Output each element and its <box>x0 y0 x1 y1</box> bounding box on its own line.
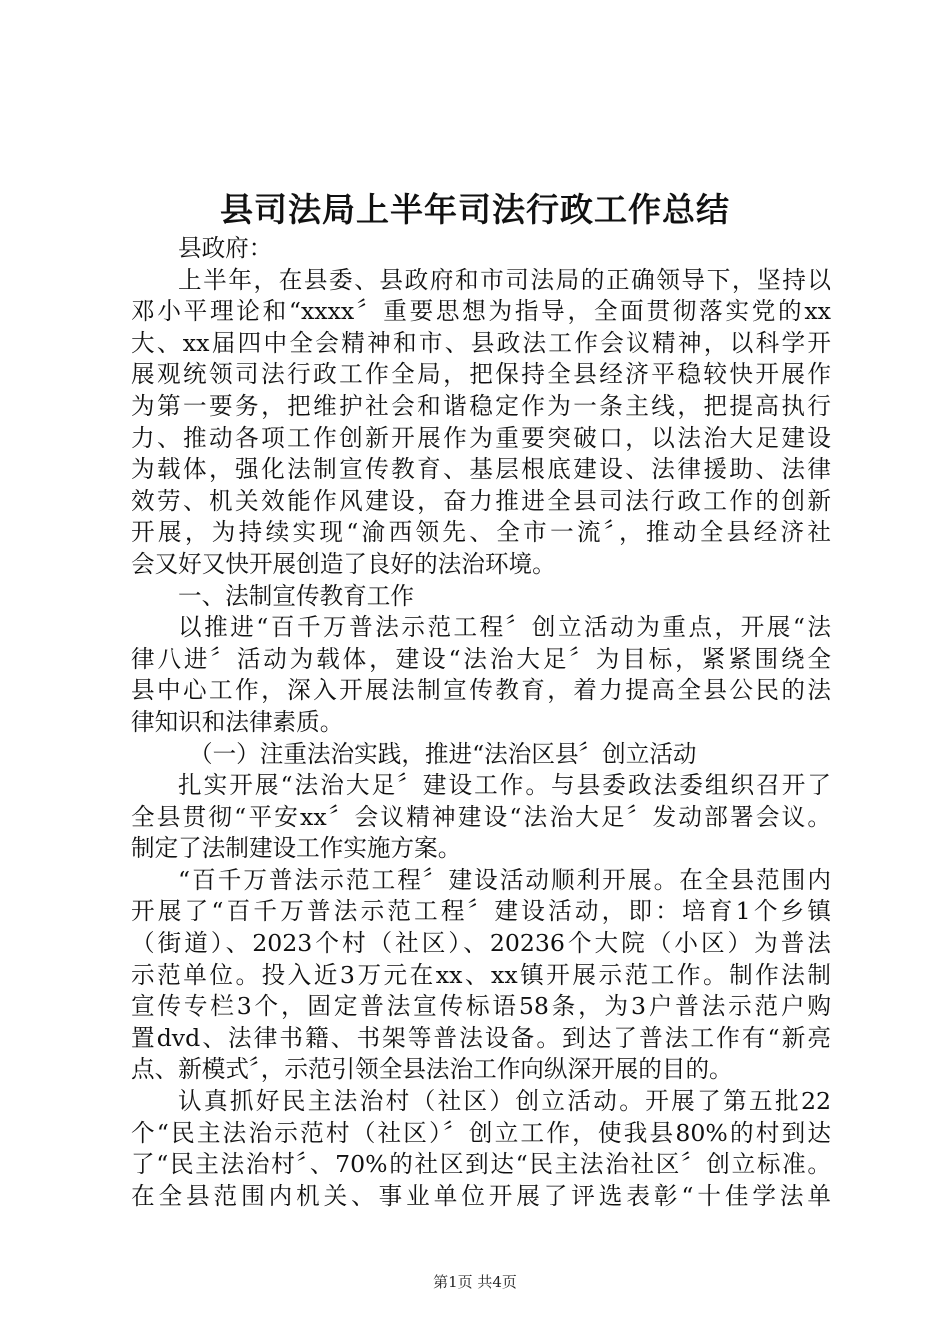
text-line: （一）注重法治实践，推进“法治区县〞创立活动 <box>189 739 697 768</box>
text-line: 以推进“百千万普法示范工程〞创立活动为重点，开展“法 <box>178 613 831 642</box>
text-line: 扎实开展“法治大足〞建设工作。与县委政法委组织召开了 <box>178 771 831 800</box>
text-line: 了“民主法治村〞、70%的社区到达“民主法治社区〞创立标准。 <box>131 1150 831 1179</box>
text-line: 置dvd、法律书籍、书架等普法设备。到达了普法工作有“新亮 <box>131 1023 831 1052</box>
text-line: 效劳、机关效能作风建设，奋力推进全县司法行政工作的创新 <box>131 486 831 515</box>
document-title: 县司法局上半年司法行政工作总结 <box>220 190 730 229</box>
document-body <box>131 233 831 1212</box>
text-line: 力、推动各项工作创新开展作为重要突破口，以法治大足建设 <box>131 423 831 452</box>
text-line: 为第一要务，把维护社会和谐稳定作为一条主线，把提高执行 <box>131 391 831 420</box>
text-line: 展观统领司法行政工作全局，把保持全县经济平稳较快开展作 <box>131 360 831 389</box>
text-line: 县政府： <box>178 234 273 262</box>
text-line: 上半年，在县委、县政府和市司法局的正确领导下，坚持以 <box>178 265 831 294</box>
text-line: 制定了法制建设工作实施方案。 <box>131 834 462 863</box>
text-line: 开展，为持续实现“渝西领先、全市一流〞，推动全县经济社 <box>131 518 831 547</box>
text-line: 个“民主法治示范村（社区）〞创立工作，使我县80%的村到达 <box>131 1118 831 1147</box>
text-line: 邓小平理论和“xxxx〞重要思想为指导，全面贯彻落实党的xx <box>131 297 831 326</box>
text-line: 在全县范围内机关、事业单位开展了评选表彰“十佳学法单 <box>131 1181 831 1210</box>
text-line: 会又好又快开展创造了良好的法治环境。 <box>131 549 556 578</box>
text-line: 全县贯彻“平安xx〞会议精神建设“法治大足〞发动部署会议。 <box>131 802 831 831</box>
text-line: （街道）、2023个村（社区）、20236个大院（小区）为普法 <box>131 929 831 958</box>
text-line: 宣传专栏3个，固定普法宣传标语58条，为3户普法示范户购 <box>131 992 831 1021</box>
text-line: 示范单位。投入近3万元在xx、xx镇开展示范工作。制作法制 <box>131 960 831 989</box>
text-line: 一、法制宣传教育工作 <box>178 581 414 610</box>
text-line: 认真抓好民主法治村（社区）创立活动。开展了第五批22 <box>178 1087 831 1116</box>
text-line: 点、新模式〞，示范引领全县法治工作向纵深开展的目的。 <box>131 1055 733 1084</box>
text-line: 大、xx届四中全会精神和市、县政法工作会议精神，以科学开 <box>131 328 831 357</box>
text-line: 为载体，强化法制宣传教育、基层根底建设、法律援助、法律 <box>131 455 831 484</box>
text-line: 律八进〞活动为载体，建设“法治大足〞为目标，紧紧围绕全 <box>131 644 831 673</box>
text-line: “百千万普法示范工程〞建设活动顺利开展。在全县范围内 <box>178 865 831 894</box>
text-line: 开展了“百千万普法示范工程〞建设活动，即：培育1个乡镇 <box>131 897 831 926</box>
text-line: 律知识和法律素质。 <box>131 707 344 736</box>
page-footer: 第1页 共4页 <box>433 1273 517 1291</box>
text-line: 县中心工作，深入开展法制宣传教育，着力提高全县公民的法 <box>131 676 831 705</box>
